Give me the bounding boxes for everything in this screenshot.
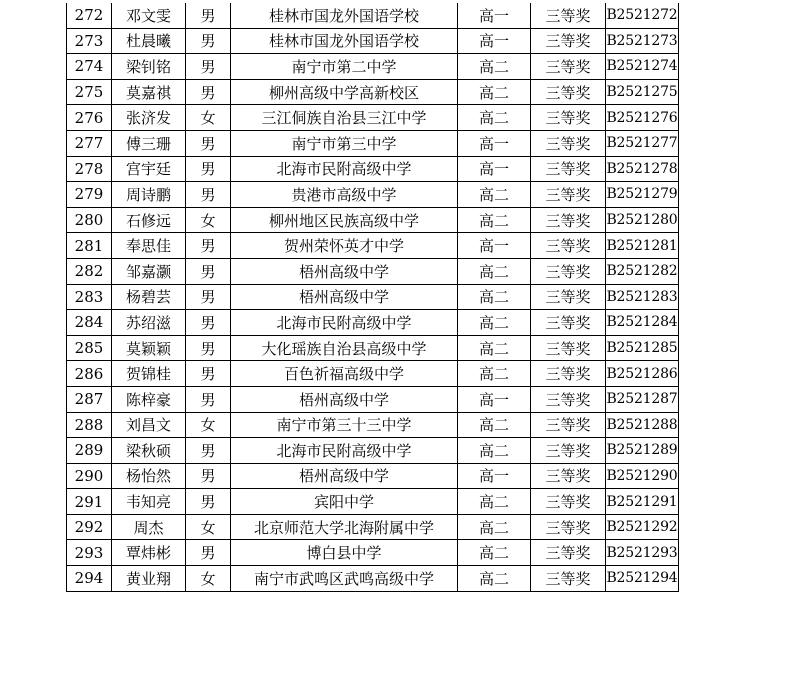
grade-level-cell: 高二 (458, 182, 531, 208)
award-list-table (66, 3, 679, 592)
award-level-cell: 三等奖 (531, 207, 606, 233)
student-gender-cell: 男 (186, 28, 231, 54)
table-row (67, 310, 679, 336)
school-name-cell: 北京师范大学北海附属中学 (231, 514, 458, 540)
grade-level-cell: 高二 (458, 310, 531, 336)
award-level-cell: 三等奖 (531, 412, 606, 438)
grade-level-cell: 高二 (458, 361, 531, 387)
row-number-cell: 290 (67, 463, 112, 489)
student-gender-cell: 女 (186, 514, 231, 540)
student-gender-cell: 男 (186, 54, 231, 80)
school-name-cell: 桂林市国龙外国语学校 (231, 3, 458, 28)
student-gender-cell: 男 (186, 463, 231, 489)
row-number-cell: 287 (67, 386, 112, 412)
table-row (67, 489, 679, 515)
school-name-cell: 北海市民附高级中学 (231, 156, 458, 182)
school-name-cell: 百色祈福高级中学 (231, 361, 458, 387)
certificate-id-cell: B2521283 (606, 284, 679, 310)
grade-level-cell: 高一 (458, 386, 531, 412)
student-gender-cell: 女 (186, 207, 231, 233)
student-name-cell: 贺锦桂 (112, 361, 186, 387)
row-number-cell: 286 (67, 361, 112, 387)
student-gender-cell: 女 (186, 105, 231, 131)
certificate-id-cell: B2521274 (606, 54, 679, 80)
student-gender-cell: 男 (186, 156, 231, 182)
certificate-id-cell: B2521292 (606, 514, 679, 540)
student-name-cell: 杨碧芸 (112, 284, 186, 310)
row-number-cell: 280 (67, 207, 112, 233)
school-name-cell: 北海市民附高级中学 (231, 310, 458, 336)
award-level-cell: 三等奖 (531, 386, 606, 412)
certificate-id-cell: B2521294 (606, 566, 679, 592)
student-name-cell: 莫嘉祺 (112, 79, 186, 105)
row-number-cell: 274 (67, 54, 112, 80)
student-name-cell: 陈梓豪 (112, 386, 186, 412)
row-number-cell: 294 (67, 566, 112, 592)
certificate-id-cell: B2521293 (606, 540, 679, 566)
grade-level-cell: 高一 (458, 130, 531, 156)
grade-level-cell: 高二 (458, 258, 531, 284)
table-row (67, 105, 679, 131)
award-level-cell: 三等奖 (531, 182, 606, 208)
grade-level-cell: 高二 (458, 335, 531, 361)
row-number-cell: 275 (67, 79, 112, 105)
row-number-cell: 278 (67, 156, 112, 182)
school-name-cell: 北海市民附高级中学 (231, 438, 458, 464)
school-name-cell: 柳州高级中学高新校区 (231, 79, 458, 105)
row-number-cell: 283 (67, 284, 112, 310)
student-gender-cell: 男 (186, 540, 231, 566)
table-row (67, 28, 679, 54)
school-name-cell: 南宁市武鸣区武鸣高级中学 (231, 566, 458, 592)
student-name-cell: 杜晨曦 (112, 28, 186, 54)
table-row (67, 412, 679, 438)
award-list-body (67, 3, 679, 591)
grade-level-cell: 高二 (458, 105, 531, 131)
certificate-id-cell: B2521286 (606, 361, 679, 387)
award-level-cell: 三等奖 (531, 258, 606, 284)
table-row (67, 335, 679, 361)
certificate-id-cell: B2521281 (606, 233, 679, 259)
certificate-id-cell: B2521291 (606, 489, 679, 515)
row-number-cell: 289 (67, 438, 112, 464)
student-name-cell: 邹嘉灏 (112, 258, 186, 284)
table-row (67, 540, 679, 566)
row-number-cell: 273 (67, 28, 112, 54)
student-name-cell: 苏绍滋 (112, 310, 186, 336)
student-name-cell: 梁秋硕 (112, 438, 186, 464)
school-name-cell: 梧州高级中学 (231, 463, 458, 489)
grade-level-cell: 高二 (458, 54, 531, 80)
certificate-id-cell: B2521284 (606, 310, 679, 336)
certificate-id-cell: B2521282 (606, 258, 679, 284)
student-name-cell: 梁钊铭 (112, 54, 186, 80)
grade-level-cell: 高二 (458, 284, 531, 310)
row-number-cell: 279 (67, 182, 112, 208)
grade-level-cell: 高一 (458, 3, 531, 28)
grade-level-cell: 高一 (458, 233, 531, 259)
award-level-cell: 三等奖 (531, 54, 606, 80)
student-name-cell: 刘昌文 (112, 412, 186, 438)
student-gender-cell: 男 (186, 335, 231, 361)
table-row (67, 79, 679, 105)
student-gender-cell: 男 (186, 258, 231, 284)
table-row (67, 514, 679, 540)
award-level-cell: 三等奖 (531, 438, 606, 464)
table-row (67, 130, 679, 156)
row-number-cell: 281 (67, 233, 112, 259)
award-level-cell: 三等奖 (531, 566, 606, 592)
student-name-cell: 莫颖颖 (112, 335, 186, 361)
student-name-cell: 周杰 (112, 514, 186, 540)
award-level-cell: 三等奖 (531, 361, 606, 387)
school-name-cell: 博白县中学 (231, 540, 458, 566)
row-number-cell: 285 (67, 335, 112, 361)
student-name-cell: 覃炜彬 (112, 540, 186, 566)
grade-level-cell: 高二 (458, 566, 531, 592)
certificate-id-cell: B2521280 (606, 207, 679, 233)
school-name-cell: 三江侗族自治县三江中学 (231, 105, 458, 131)
table-row (67, 284, 679, 310)
student-gender-cell: 男 (186, 489, 231, 515)
school-name-cell: 南宁市第三十三中学 (231, 412, 458, 438)
school-name-cell: 南宁市第二中学 (231, 54, 458, 80)
table-row (67, 566, 679, 592)
table-row (67, 386, 679, 412)
award-level-cell: 三等奖 (531, 3, 606, 28)
table-row (67, 156, 679, 182)
school-name-cell: 大化瑶族自治县高级中学 (231, 335, 458, 361)
row-number-cell: 293 (67, 540, 112, 566)
school-name-cell: 南宁市第三中学 (231, 130, 458, 156)
student-name-cell: 韦知亮 (112, 489, 186, 515)
student-name-cell: 周诗鹏 (112, 182, 186, 208)
certificate-id-cell: B2521289 (606, 438, 679, 464)
table-row (67, 3, 679, 28)
certificate-id-cell: B2521288 (606, 412, 679, 438)
student-name-cell: 奉思佳 (112, 233, 186, 259)
award-level-cell: 三等奖 (531, 489, 606, 515)
row-number-cell: 277 (67, 130, 112, 156)
student-gender-cell: 男 (186, 182, 231, 208)
student-gender-cell: 男 (186, 284, 231, 310)
table-row (67, 54, 679, 80)
school-name-cell: 贺州荣怀英才中学 (231, 233, 458, 259)
student-gender-cell: 男 (186, 233, 231, 259)
award-level-cell: 三等奖 (531, 514, 606, 540)
award-level-cell: 三等奖 (531, 130, 606, 156)
table-row (67, 233, 679, 259)
school-name-cell: 桂林市国龙外国语学校 (231, 28, 458, 54)
table-row (67, 207, 679, 233)
student-gender-cell: 男 (186, 438, 231, 464)
student-name-cell: 傅三珊 (112, 130, 186, 156)
certificate-id-cell: B2521290 (606, 463, 679, 489)
award-level-cell: 三等奖 (531, 335, 606, 361)
row-number-cell: 292 (67, 514, 112, 540)
award-level-cell: 三等奖 (531, 463, 606, 489)
table-row (67, 258, 679, 284)
table-row (67, 361, 679, 387)
award-level-cell: 三等奖 (531, 284, 606, 310)
award-level-cell: 三等奖 (531, 79, 606, 105)
student-gender-cell: 男 (186, 130, 231, 156)
student-gender-cell: 男 (186, 3, 231, 28)
certificate-id-cell: B2521272 (606, 3, 679, 28)
table-row (67, 463, 679, 489)
certificate-id-cell: B2521276 (606, 105, 679, 131)
grade-level-cell: 高二 (458, 489, 531, 515)
award-level-cell: 三等奖 (531, 105, 606, 131)
grade-level-cell: 高二 (458, 438, 531, 464)
school-name-cell: 梧州高级中学 (231, 386, 458, 412)
table-row (67, 182, 679, 208)
student-name-cell: 杨怡然 (112, 463, 186, 489)
school-name-cell: 贵港市高级中学 (231, 182, 458, 208)
student-gender-cell: 女 (186, 412, 231, 438)
student-gender-cell: 男 (186, 310, 231, 336)
student-name-cell: 黄业翔 (112, 566, 186, 592)
school-name-cell: 宾阳中学 (231, 489, 458, 515)
student-name-cell: 邓文雯 (112, 3, 186, 28)
row-number-cell: 288 (67, 412, 112, 438)
grade-level-cell: 高一 (458, 463, 531, 489)
student-name-cell: 张济发 (112, 105, 186, 131)
student-gender-cell: 男 (186, 361, 231, 387)
grade-level-cell: 高二 (458, 540, 531, 566)
grade-level-cell: 高一 (458, 28, 531, 54)
certificate-id-cell: B2521278 (606, 156, 679, 182)
certificate-id-cell: B2521273 (606, 28, 679, 54)
school-name-cell: 梧州高级中学 (231, 258, 458, 284)
grade-level-cell: 高二 (458, 207, 531, 233)
award-level-cell: 三等奖 (531, 28, 606, 54)
school-name-cell: 梧州高级中学 (231, 284, 458, 310)
certificate-id-cell: B2521277 (606, 130, 679, 156)
certificate-id-cell: B2521285 (606, 335, 679, 361)
school-name-cell: 柳州地区民族高级中学 (231, 207, 458, 233)
award-level-cell: 三等奖 (531, 233, 606, 259)
row-number-cell: 291 (67, 489, 112, 515)
row-number-cell: 272 (67, 3, 112, 28)
grade-level-cell: 高二 (458, 412, 531, 438)
certificate-id-cell: B2521287 (606, 386, 679, 412)
certificate-id-cell: B2521275 (606, 79, 679, 105)
student-gender-cell: 女 (186, 566, 231, 592)
award-level-cell: 三等奖 (531, 156, 606, 182)
student-gender-cell: 男 (186, 386, 231, 412)
grade-level-cell: 高二 (458, 79, 531, 105)
award-level-cell: 三等奖 (531, 310, 606, 336)
student-gender-cell: 男 (186, 79, 231, 105)
row-number-cell: 276 (67, 105, 112, 131)
award-level-cell: 三等奖 (531, 540, 606, 566)
row-number-cell: 282 (67, 258, 112, 284)
grade-level-cell: 高一 (458, 156, 531, 182)
certificate-id-cell: B2521279 (606, 182, 679, 208)
grade-level-cell: 高二 (458, 514, 531, 540)
student-name-cell: 宫宇廷 (112, 156, 186, 182)
student-name-cell: 石修远 (112, 207, 186, 233)
row-number-cell: 284 (67, 310, 112, 336)
table-row (67, 438, 679, 464)
